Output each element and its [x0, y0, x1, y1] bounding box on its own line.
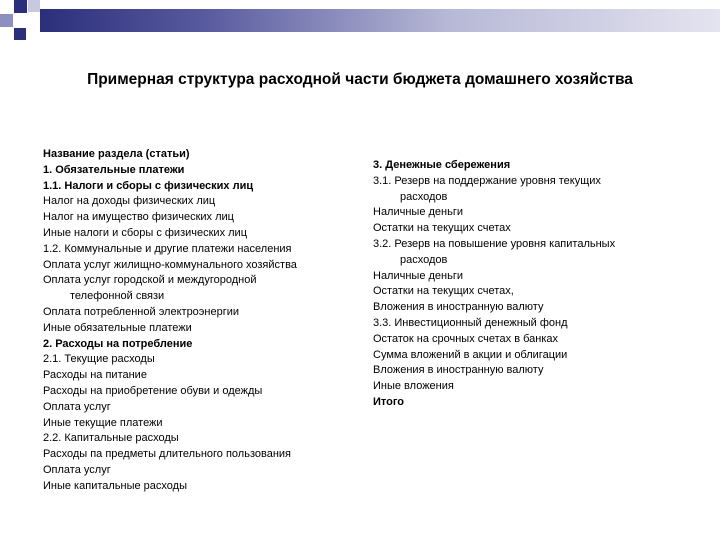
list-item: Остатки на текущих счетах	[373, 222, 511, 235]
list-item: Вложения в иностранную валюту	[373, 364, 544, 377]
list-item: 3. Денежные сбережения	[373, 159, 511, 171]
list-item: Оплата потребленной электроэнергии	[43, 305, 240, 318]
list-item: Оплата услуг городской и междугородной	[43, 274, 257, 287]
list-item: Оплата услуг	[43, 463, 111, 476]
list-item: телефонной связи	[70, 290, 165, 303]
list-item: 2.1. Текущие расходы	[43, 353, 155, 366]
list-item: Вложения в иностранную валюту	[373, 301, 544, 314]
left-column	[43, 147, 343, 495]
page-title: Примерная структура расходной части бюджета домашнего хозяйства	[87, 71, 633, 88]
list-item: Остатки на текущих счетах,	[373, 285, 514, 298]
list-item: Иные обязательные платежи	[43, 321, 192, 334]
list-item: Иные текущие платежи	[43, 416, 163, 429]
deco-square	[14, 0, 27, 13]
list-item: Сумма вложений в акции и облигации	[373, 348, 568, 361]
list-item: расходов	[400, 190, 448, 203]
right-column	[373, 158, 673, 411]
list-item: Итого	[373, 395, 405, 408]
list-item: 3.3. Инвестиционный денежный фонд	[373, 316, 568, 329]
list-item: Иные налоги и сборы с физических лиц	[43, 226, 247, 239]
list-item: Иные вложения	[373, 380, 454, 393]
deco-square	[14, 28, 26, 40]
list-item: Расходы на питание	[43, 369, 147, 382]
list-item: Налог на имущество физических лиц	[43, 211, 234, 224]
deco-square	[28, 0, 40, 12]
list-item: Налог на доходы физических лиц	[43, 195, 216, 208]
decorative-header	[0, 0, 720, 40]
list-item: Расходы на приобретение обуви и одежды	[43, 384, 263, 397]
list-item: Расходы па предметы длительного пользования	[43, 448, 292, 461]
list-item: Оплата услуг	[43, 400, 111, 413]
list-item: 1. Обязательные платежи	[43, 163, 185, 176]
list-item: Иные капитальные расходы	[43, 479, 187, 492]
list-item: 2.2. Капитальные расходы	[43, 432, 179, 445]
header-bar	[40, 9, 720, 32]
list-item: Наличные деньги	[373, 206, 464, 219]
deco-square	[0, 14, 13, 27]
list-item: Остаток на срочных счетах в банках	[373, 332, 559, 345]
list-item: 1.1. Налоги и сборы с физических лиц	[43, 179, 254, 192]
list-item: 1.2. Коммунальные и другие платежи населения	[43, 242, 292, 255]
list-item: Название раздела (статьи)	[43, 148, 190, 160]
list-item: Наличные деньги	[373, 269, 464, 282]
list-item: расходов	[400, 253, 448, 266]
list-item: Оплата услуг жилищно-коммунального хозяйства	[43, 258, 297, 271]
list-item: 3.2. Резерв на повышение уровня капитальных	[373, 237, 616, 250]
list-item: 3.1. Резерв на поддержание уровня текущих	[373, 174, 601, 187]
list-item: 2. Расходы на потребление	[43, 337, 193, 350]
